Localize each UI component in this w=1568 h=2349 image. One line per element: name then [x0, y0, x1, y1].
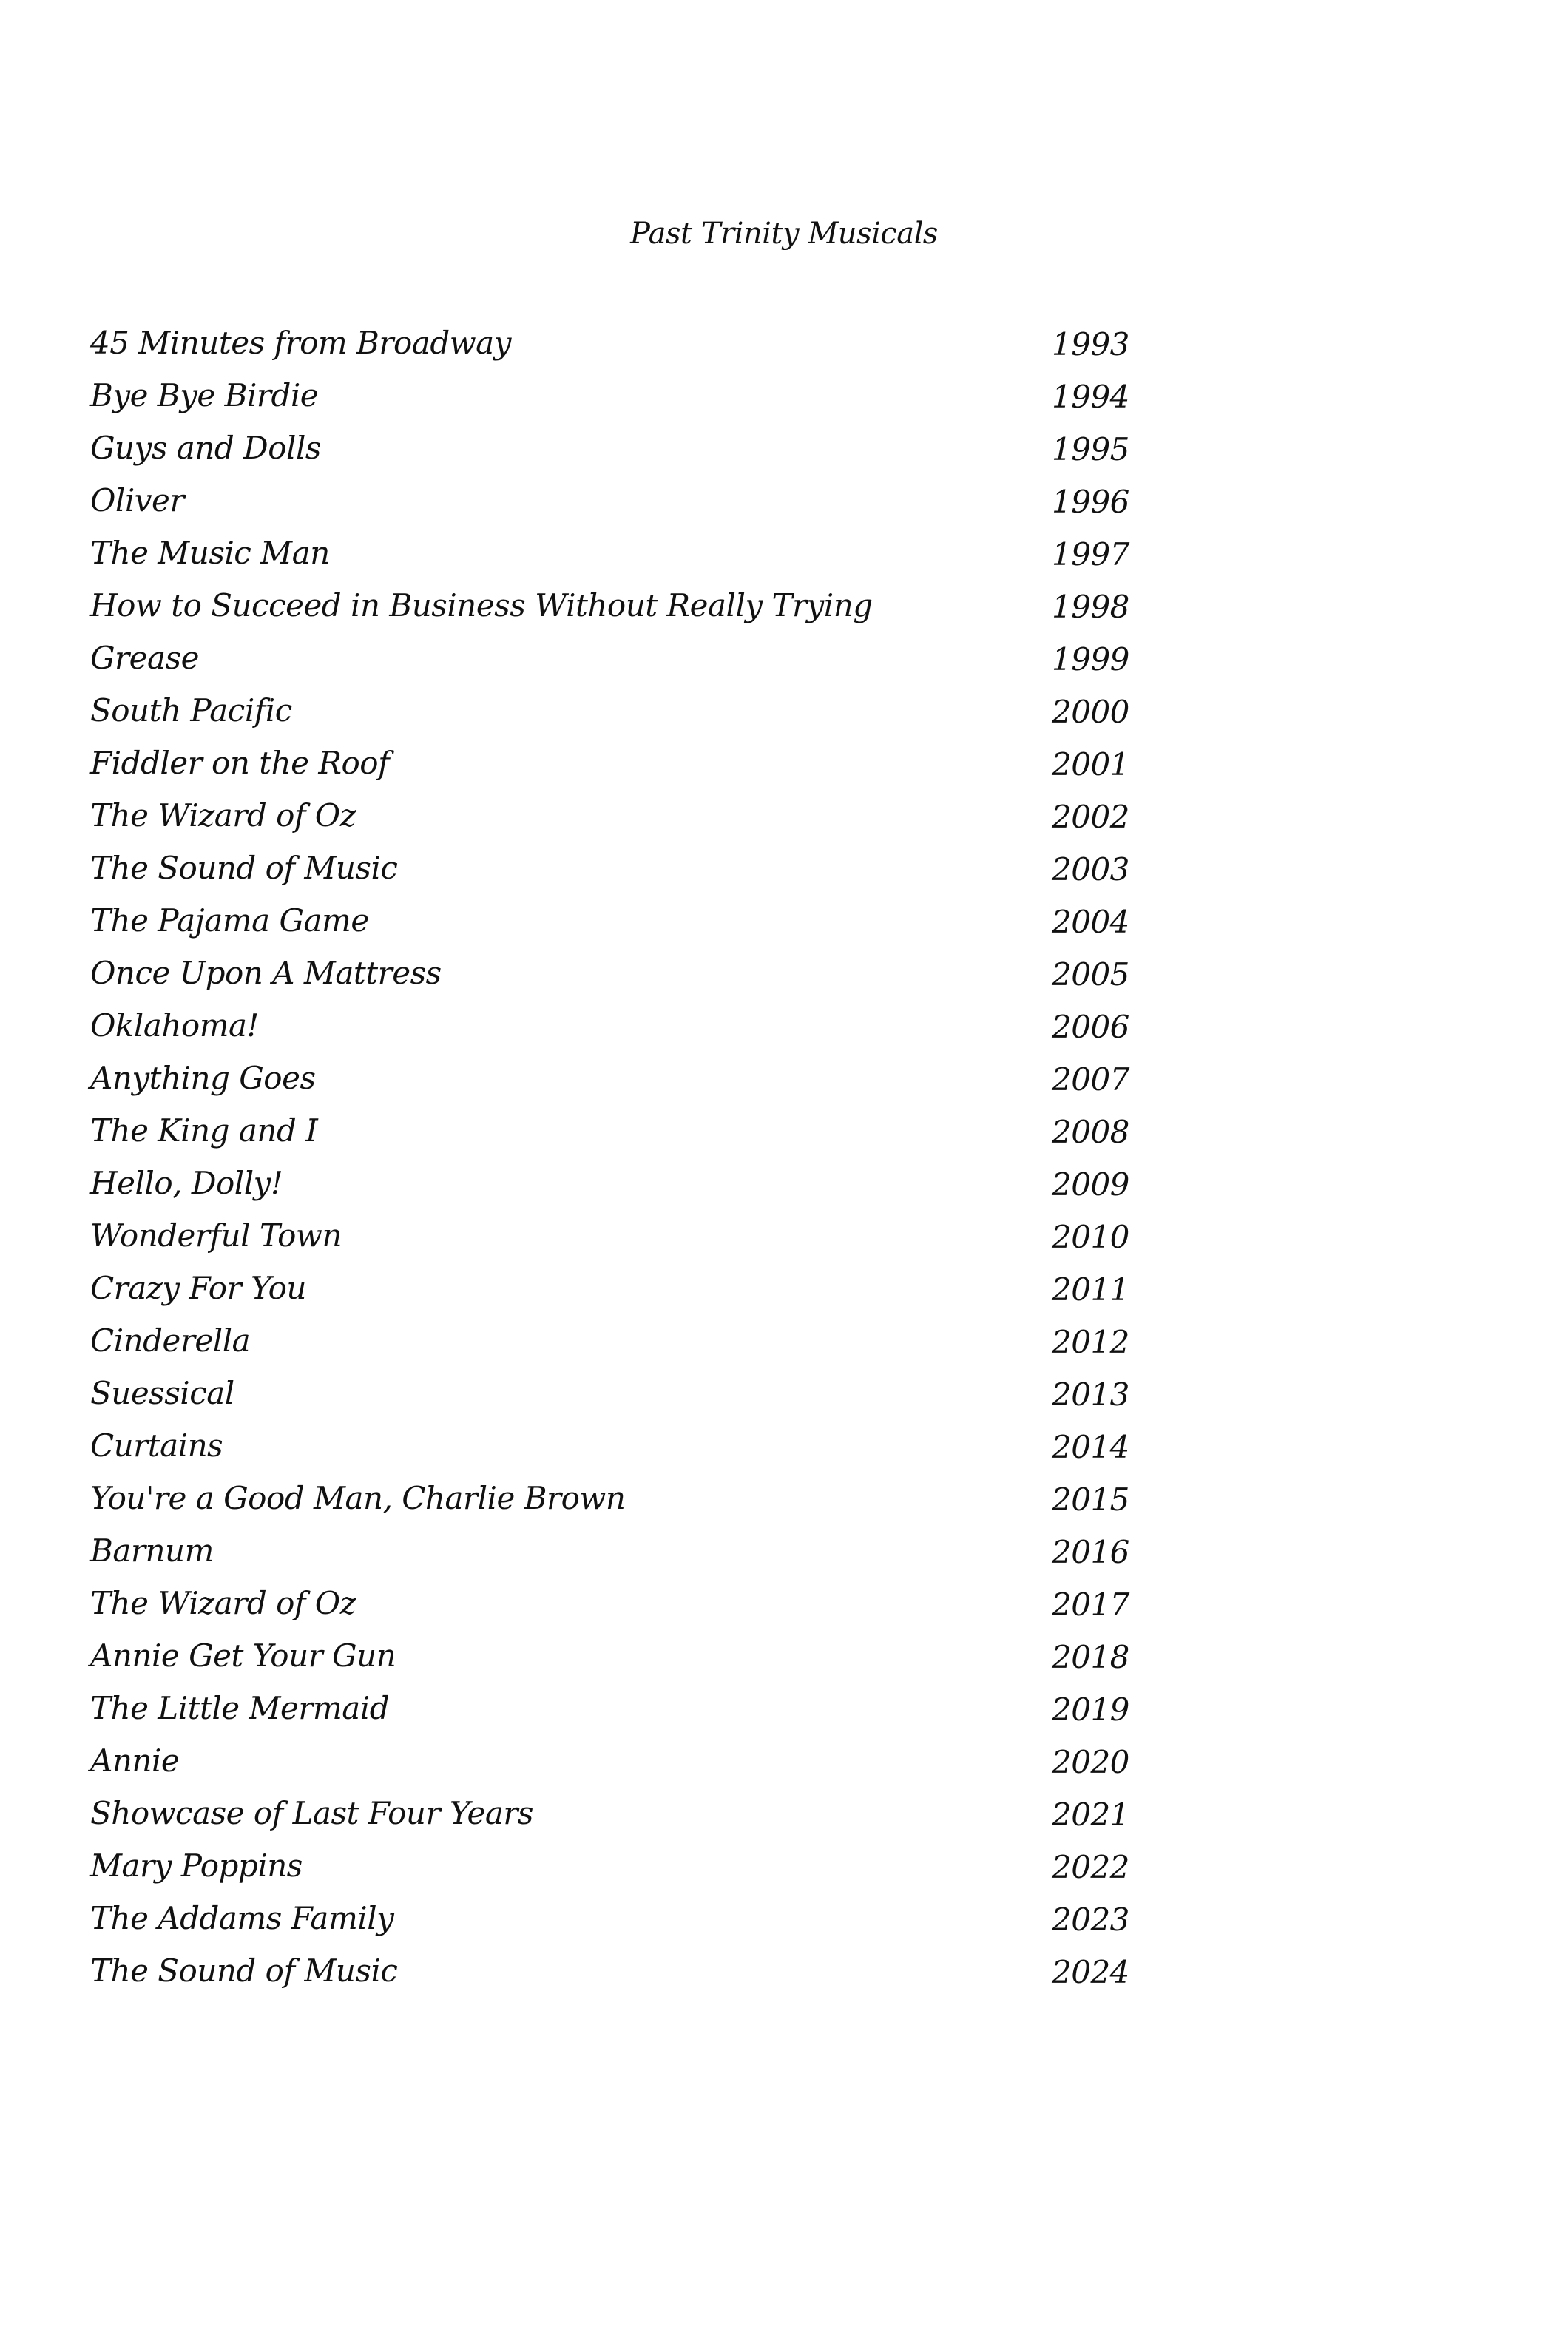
list-item: [90, 684, 1200, 737]
list-item: [90, 1472, 1200, 1524]
musical-year: 2003: [1052, 851, 1129, 888]
musical-title: South Pacific: [90, 692, 292, 729]
list-item: [90, 1157, 1200, 1209]
musical-year: 2008: [1052, 1114, 1129, 1150]
list-item: [90, 579, 1200, 632]
list-item: [90, 1524, 1200, 1577]
musical-year: 2016: [1052, 1534, 1129, 1570]
musical-title: Suessical: [90, 1375, 234, 1411]
list-item: [90, 474, 1200, 527]
list-item: [90, 1104, 1200, 1157]
list-item: [90, 1944, 1200, 1997]
musical-title: Curtains: [90, 1427, 223, 1464]
musical-title: Oklahoma!: [90, 1007, 259, 1044]
list-item: [90, 527, 1200, 579]
musical-year: 2012: [1052, 1324, 1129, 1360]
musical-title: Grease: [90, 640, 199, 676]
list-item: [90, 1314, 1200, 1367]
list-item: [90, 422, 1200, 474]
musical-title: Cinderella: [90, 1322, 251, 1359]
list-item: [90, 947, 1200, 999]
musical-title: Oliver: [90, 482, 184, 518]
musical-year: 2013: [1052, 1376, 1129, 1413]
list-item: [90, 369, 1200, 422]
musical-title: Mary Poppins: [90, 1848, 303, 1884]
musical-title: Barnum: [90, 1532, 214, 1569]
musical-title: The Pajama Game: [90, 902, 369, 939]
list-item: [90, 894, 1200, 947]
list-item: [90, 1734, 1200, 1787]
list-item: [90, 1052, 1200, 1104]
musical-title: The Sound of Music: [90, 1953, 398, 1989]
musical-title: Annie Get Your Gun: [90, 1637, 396, 1674]
list-item: [90, 1892, 1200, 1944]
musical-title: Bye Bye Birdie: [90, 377, 319, 413]
musical-year: 2001: [1052, 746, 1129, 783]
list-item: [90, 1262, 1200, 1314]
list-item: [90, 1839, 1200, 1892]
musical-title: Wonderful Town: [90, 1217, 342, 1254]
list-item: [90, 842, 1200, 894]
musical-year: 2006: [1052, 1009, 1129, 1045]
musical-year: 2007: [1052, 1061, 1129, 1098]
musical-title: How to Succeed in Business Without Really Trying: [90, 587, 873, 623]
musical-year: 2015: [1052, 1481, 1129, 1518]
musical-title: The Little Mermaid: [90, 1690, 390, 1726]
musical-title: Anything Goes: [90, 1060, 316, 1096]
musical-year: 2022: [1052, 1849, 1129, 1885]
musical-year: 2002: [1052, 799, 1129, 835]
list-item: [90, 1682, 1200, 1734]
musical-year: 1998: [1052, 589, 1129, 625]
musical-year: 2017: [1052, 1586, 1129, 1623]
musical-year: 2005: [1052, 956, 1129, 993]
musical-year: 1993: [1052, 326, 1129, 362]
musical-year: 2018: [1052, 1639, 1129, 1675]
page-title: Past Trinity Musicals: [630, 217, 938, 251]
musical-year: 2023: [1052, 1902, 1129, 1938]
musical-title: Annie: [90, 1743, 180, 1779]
list-item: [90, 1787, 1200, 1839]
musical-year: 2009: [1052, 1166, 1129, 1203]
musical-year: 2000: [1052, 694, 1129, 730]
musical-title: 45 Minutes from Broadway: [90, 325, 511, 361]
musical-year: 2014: [1052, 1429, 1129, 1465]
musicals-list: [90, 317, 1200, 1997]
musical-title: Showcase of Last Four Years: [90, 1795, 533, 1831]
list-item: [90, 1209, 1200, 1262]
musical-title: The Sound of Music: [90, 850, 398, 886]
musical-title: Once Upon A Mattress: [90, 955, 442, 991]
list-item: [90, 1367, 1200, 1419]
musical-year: 1994: [1052, 379, 1129, 415]
musical-title: You're a Good Man, Charlie Brown: [90, 1480, 626, 1516]
musical-title: The Music Man: [90, 535, 330, 571]
musical-year: 1997: [1052, 536, 1129, 572]
list-item: [90, 632, 1200, 684]
musical-title: The Addams Family: [90, 1900, 394, 1936]
musical-year: 2004: [1052, 904, 1129, 940]
musical-year: 2020: [1052, 1744, 1129, 1780]
musical-title: Crazy For You: [90, 1270, 306, 1306]
musical-year: 2010: [1052, 1219, 1129, 1255]
list-item: [90, 789, 1200, 842]
musical-title: Hello, Dolly!: [90, 1165, 283, 1201]
musical-title: Guys and Dolls: [90, 430, 321, 466]
list-item: [90, 737, 1200, 789]
list-item: [90, 1629, 1200, 1682]
musical-year: 2011: [1052, 1271, 1129, 1308]
list-item: [90, 999, 1200, 1052]
musical-year: 1995: [1052, 431, 1129, 467]
musical-year: 2021: [1052, 1797, 1129, 1833]
list-item: [90, 317, 1200, 369]
musical-year: 1996: [1052, 484, 1129, 520]
musical-title: The Wizard of Oz: [90, 797, 356, 834]
musical-title: The Wizard of Oz: [90, 1585, 356, 1621]
musical-title: Fiddler on the Roof: [90, 745, 390, 781]
musical-year: 1999: [1052, 641, 1129, 677]
musical-year: 2024: [1052, 1954, 1129, 1990]
list-item: [90, 1419, 1200, 1472]
musical-title: The King and I: [90, 1112, 318, 1149]
list-item: [90, 1577, 1200, 1629]
musical-year: 2019: [1052, 1691, 1129, 1728]
